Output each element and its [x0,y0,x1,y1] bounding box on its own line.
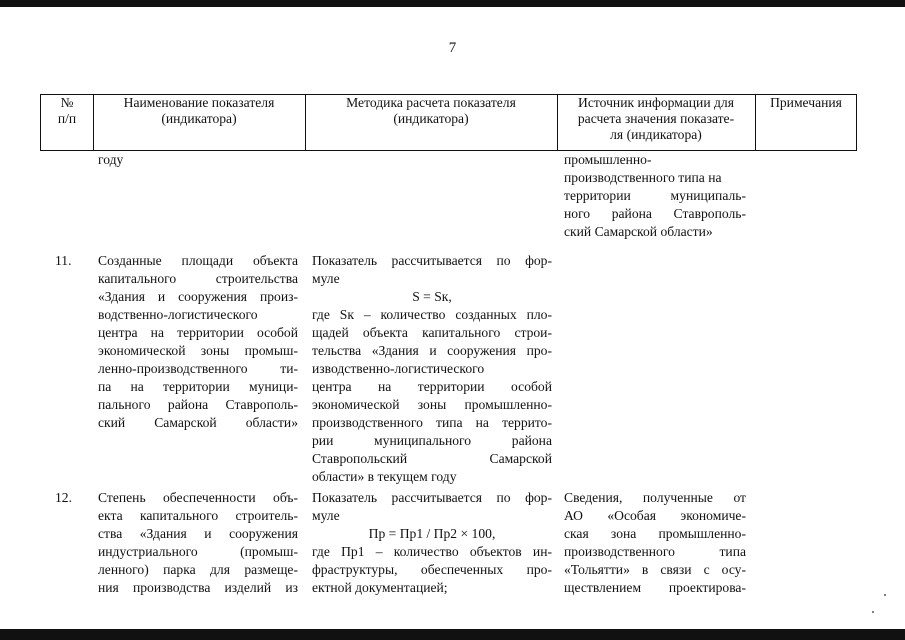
row11-name: Созданные площади объекта капитального строительства «Здания и сооружения произ- водственно-логистического центра на территории особой экономической зоны промыш- ленно-производственного ти- па на территории муници- пального района Ставрополь- ский Самарской области» [98,253,298,430]
row11-formula: S = Sк, [412,289,452,304]
continuation-source: промышленно- производственного типа на территории муниципаль- ного района Ставрополь- ский Самарской области» [564,152,746,239]
scan-speck [872,611,874,613]
scan-speck [884,594,886,596]
header-num: № п/п [57,95,77,126]
row11-number: 11. [55,253,72,268]
row12-method: Показатель рассчитывается по фор- муле Пр = Пр1 / Пр2 × 100, где Пр1 – количество объектов ин- фраструктуры, обеспеченных про- ектной документацией; [312,490,552,595]
header-source: Источник информации для расчета значения показате- ля (индикатора) [577,95,735,142]
page-number: 7 [448,40,457,56]
scan-edge-bottom [0,629,905,640]
header-method: Методика расчета показателя (индикатора) [346,95,516,126]
row11-method: Показатель рассчитывается по фор- муле S = Sк, где Sк – количество созданных пло- щадей объекта капитального строи- тельства «Здания и сооружения про- изводственно-логистического центра на территории особой экономической зоны промышленно- производственного типа на террито- рии муниципального района Ставропольский Самарской области» в текущем году [312,253,552,484]
continuation-name: году [98,152,124,167]
header-name: Наименование показателя (индикатора) [123,95,275,126]
header-notes: Примечания [770,95,842,110]
row12-number: 12. [55,490,72,505]
row12-name: Степень обеспеченности объ- екта капитального строитель- ства «Здания и сооружения индустриального (промыш- ленного) парка для размеще- ния производства изделий из [98,490,298,595]
row12-source: Сведения, полученные от АО «Особая экономиче- ская зона промышленно- производственного типа «Тольятти» в связи с осу- ществлением проектирова- [564,490,746,595]
row12-formula: Пр = Пр1 / Пр2 × 100, [368,526,496,541]
scan-edge-top [0,0,905,7]
